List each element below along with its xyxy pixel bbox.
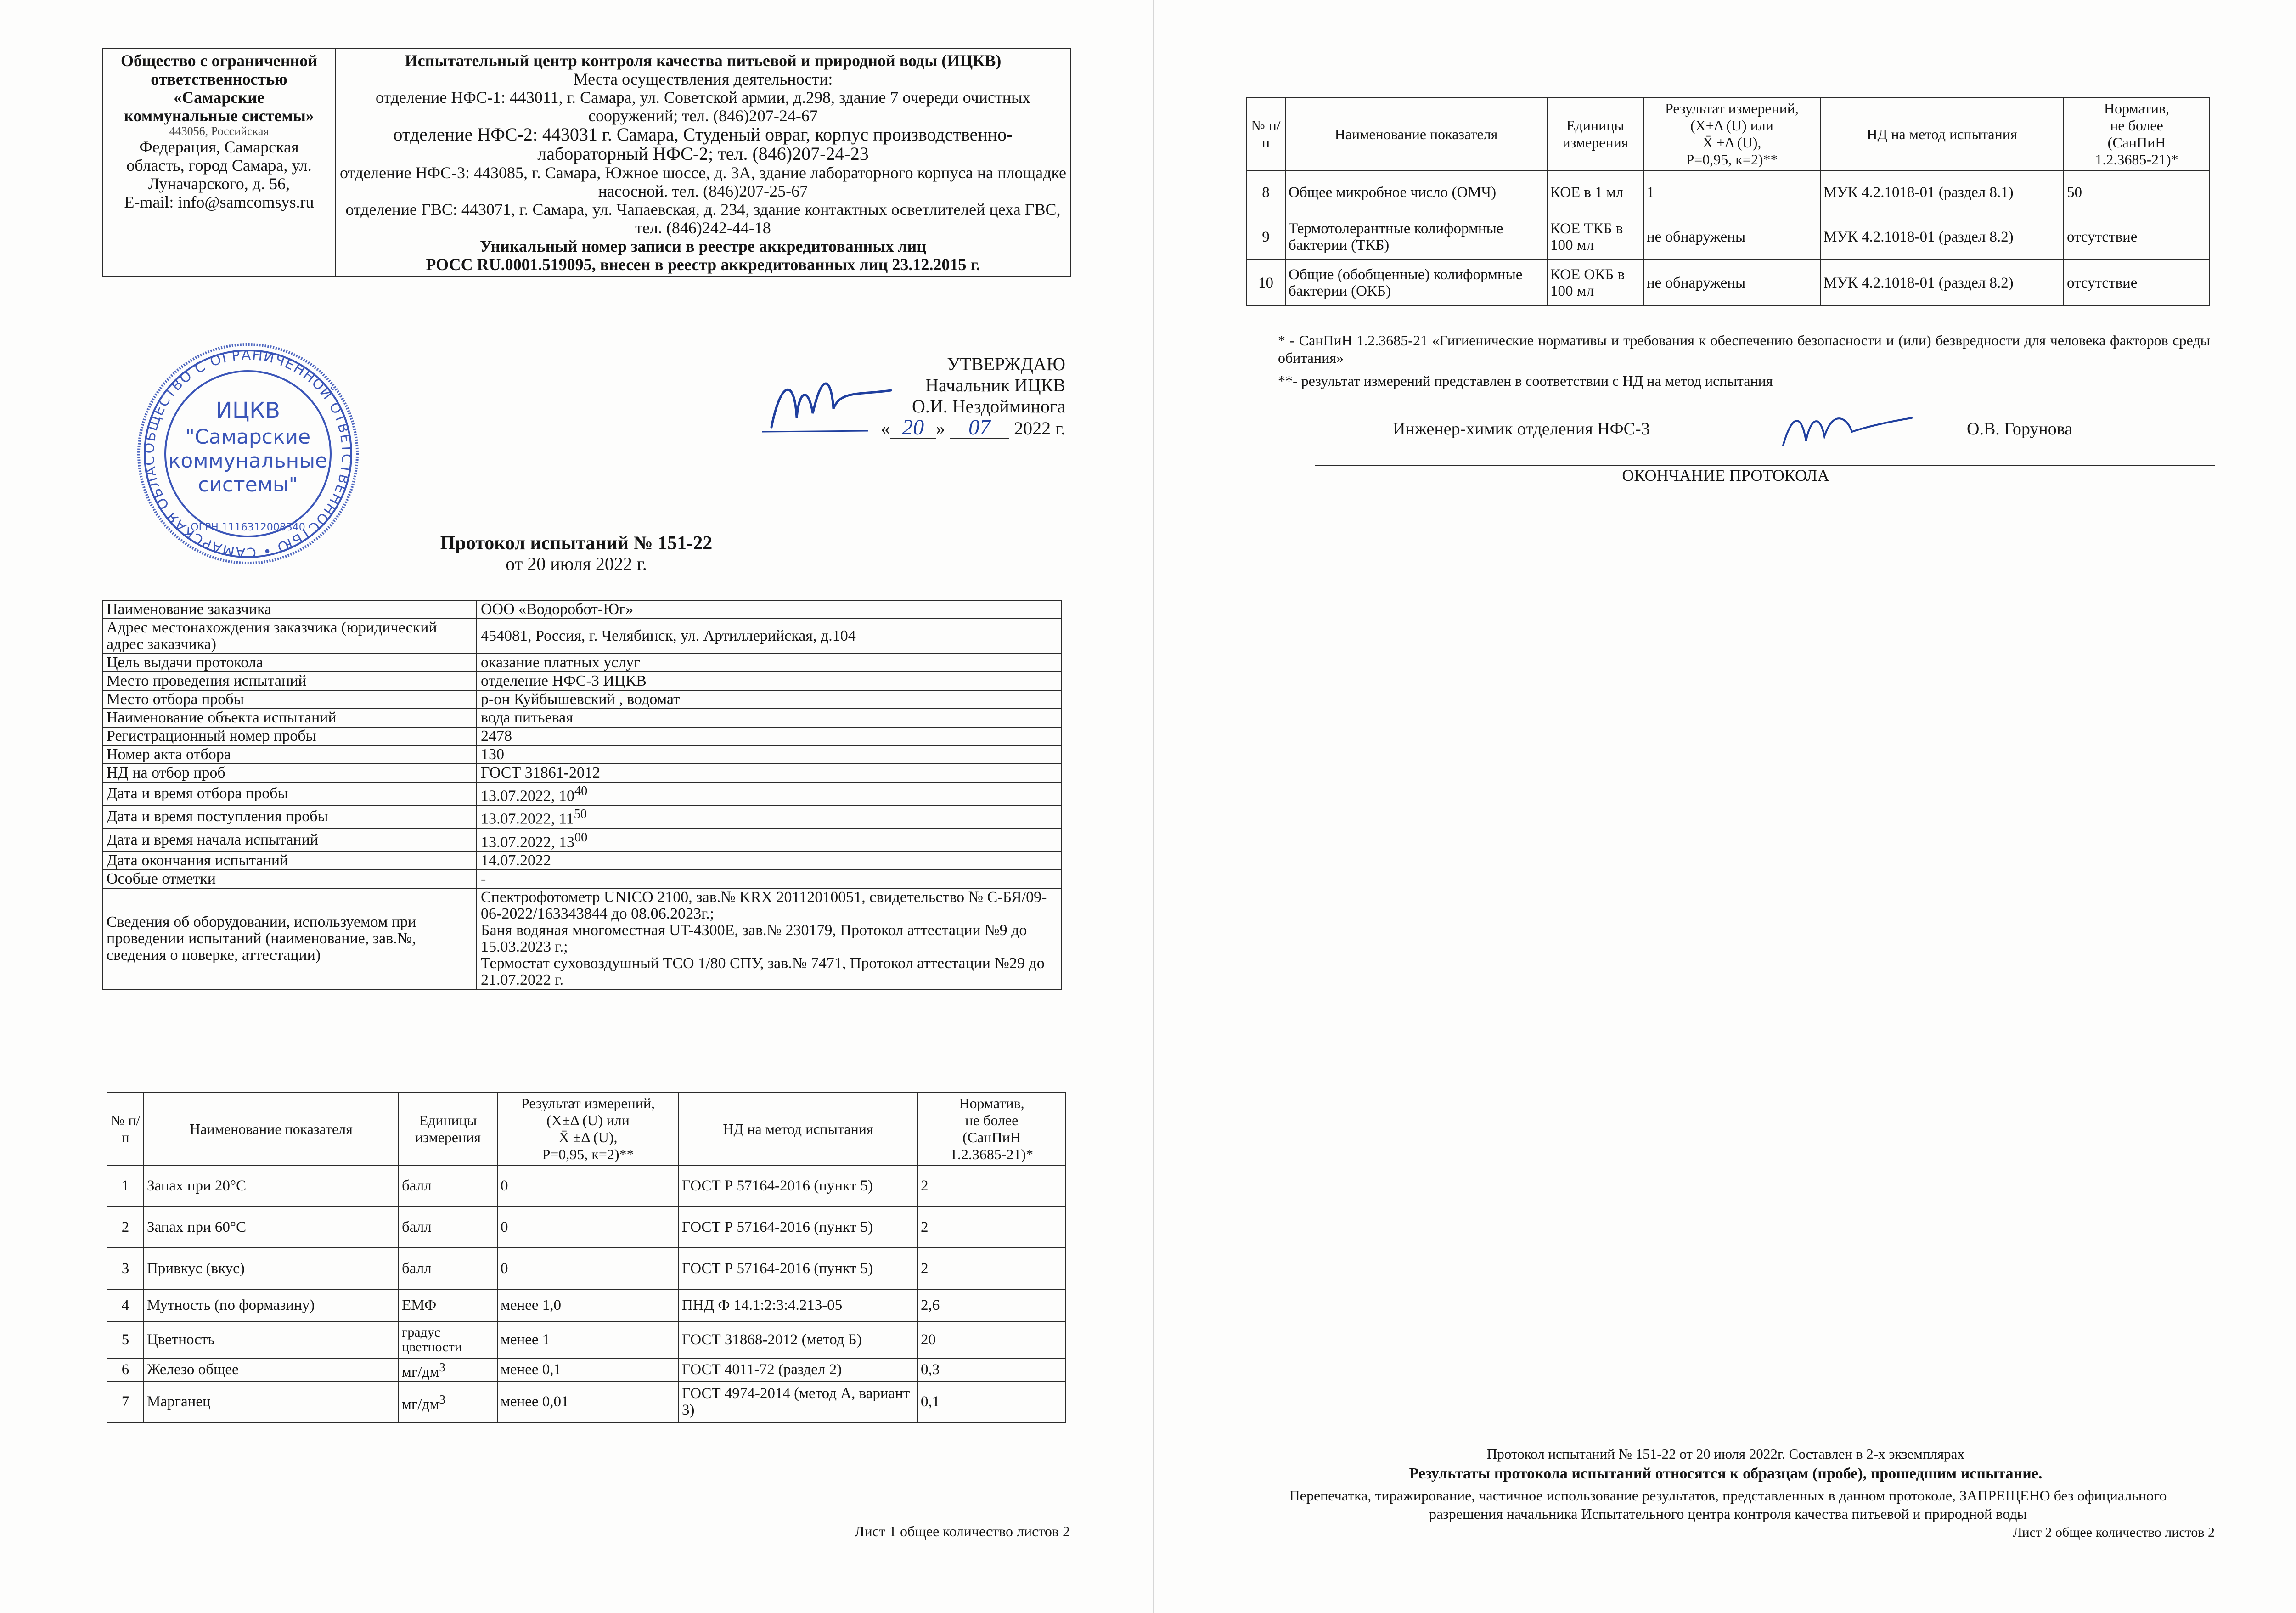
info-row (102, 654, 1061, 672)
director-signature (753, 363, 900, 446)
results-header-row (1246, 98, 2210, 170)
header-norm-line: не более (965, 1112, 1019, 1128)
row-result: менее 0,1 (497, 1358, 679, 1381)
results-row (107, 1381, 1066, 1422)
info-label: Цель выдачи протокола (102, 654, 477, 672)
org-line: Луначарского, д. 56, (148, 175, 290, 193)
row-num: 4 (107, 1289, 144, 1321)
results-row (1246, 170, 2210, 214)
row-name: Привкус (вкус) (144, 1248, 399, 1289)
row-name: Общие (обобщенные) колиформные бактерии (ОКБ) (1285, 260, 1547, 306)
info-value: р-он Куйбышевский , водомат (477, 690, 1061, 709)
row-num: 3 (107, 1248, 144, 1289)
info-row (102, 727, 1061, 745)
header-norm (2064, 98, 2210, 170)
row-result: менее 1,0 (497, 1289, 679, 1321)
info-label: Дата и время начала испытаний (102, 829, 477, 852)
info-row (102, 782, 1061, 805)
row-name: Запах при 60°С (144, 1207, 399, 1248)
row-norm: 20 (917, 1321, 1066, 1358)
header-method: НД на метод испытания (1820, 98, 2064, 170)
row-result: не обнаружены (1643, 214, 1820, 260)
header-result-line: (X±Δ (U) или (1690, 117, 1773, 134)
engineer-signature (1774, 404, 1921, 459)
row-method: ГОСТ 31868-2012 (метод Б) (679, 1321, 917, 1358)
row-units: балл (399, 1248, 497, 1289)
org-line: ответственностью (151, 70, 287, 88)
info-value: оказание платных услуг (477, 654, 1061, 672)
row-norm: 0,1 (917, 1381, 1066, 1422)
org-email: E-mail: info@samcomsys.ru (124, 193, 314, 211)
row-result: 0 (497, 1165, 679, 1207)
row-norm: 2,6 (917, 1289, 1066, 1321)
center-line: Места осуществления деятельности: (573, 70, 833, 88)
header-norm-line: Норматив, (2104, 100, 2170, 117)
accreditation-line: Уникальный номер записи в реестре аккредитованных лиц (479, 237, 927, 255)
info-row (102, 600, 1061, 619)
equipment-line: Термостат суховоздушный ТСО 1/80 СПУ, зав.№ 7471, Протокол аттестации №29 до 21.07.2022 г. (481, 954, 1045, 988)
row-method: МУК 4.2.1018-01 (раздел 8.1) (1820, 170, 2064, 214)
row-result: 0 (497, 1248, 679, 1289)
row-units: балл (399, 1207, 497, 1248)
info-value: вода питьевая (477, 709, 1061, 727)
footer-line-3: Перепечатка, тиражирование, частичное использование результатов, представленных в данном протоколе, ЗАПРЕЩЕНО без официального разрешения начальника Испытательного центра контроля качества питьевой и природной воды (1289, 1487, 2167, 1522)
info-value: 130 (477, 745, 1061, 764)
accreditation-line: РОСС RU.0001.519095, внесен в реестр аккредитованных лиц 23.12.2015 г. (426, 255, 980, 274)
protocol-title: Протокол испытаний № 151-22 (440, 533, 713, 554)
info-value-sup: 00 (574, 830, 588, 845)
info-row (102, 870, 1061, 888)
results-row (1246, 260, 2210, 306)
row-units-sup: 3 (439, 1392, 446, 1406)
header-result-line: X̄ ±Δ (U), (558, 1129, 618, 1145)
info-label: Наименование заказчика (102, 600, 477, 619)
header-result-line: Результат измерений, (1665, 100, 1799, 117)
header-norm-line: (СанПиН (2107, 134, 2166, 151)
info-value-sup: 40 (574, 784, 588, 798)
row-norm: 2 (917, 1207, 1066, 1248)
signer-name: О.В. Горунова (1967, 419, 2073, 439)
protocol-date: от 20 июля 2022 г. (506, 553, 647, 574)
row-norm: отсутствие (2064, 260, 2210, 306)
row-num: 5 (107, 1321, 144, 1358)
info-value: 14.07.2022 (477, 852, 1061, 870)
info-value-sup: 50 (574, 807, 587, 822)
info-value: 454081, Россия, г. Челябинск, ул. Артиллерийская, д.104 (477, 619, 1061, 654)
approval-day: 20 (890, 417, 936, 439)
info-label: Место проведения испытаний (102, 672, 477, 690)
row-norm: 0,3 (917, 1358, 1066, 1381)
row-result: не обнаружены (1643, 260, 1820, 306)
header-norm-line: не более (2110, 117, 2163, 134)
equipment-value (477, 888, 1061, 989)
info-value-text: 13.07.2022, 10 (481, 787, 574, 805)
header-result (1643, 98, 1820, 170)
row-name: Термотолерантные колиформные бактерии (ТКБ) (1285, 214, 1547, 260)
row-method: ГОСТ Р 57164-2016 (пункт 5) (679, 1165, 917, 1207)
row-result: 1 (1643, 170, 1820, 214)
org-line: Общество с ограниченной (120, 51, 317, 70)
org-line: область, город Самара, ул. (126, 156, 312, 175)
header-units: Единицы измерения (399, 1093, 497, 1165)
row-method: МУК 4.2.1018-01 (раздел 8.2) (1820, 214, 2064, 260)
row-num: 2 (107, 1207, 144, 1248)
header-norm-line: Норматив, (959, 1095, 1024, 1111)
header-result-line: P=0,95, к=2)** (1686, 151, 1778, 168)
info-row (102, 672, 1061, 690)
row-num: 10 (1246, 260, 1285, 306)
row-num: 7 (107, 1381, 144, 1422)
stamp-ogrn: ОГРН 1116312008340 (191, 522, 305, 533)
header-norm (917, 1093, 1066, 1165)
date-quote-close: » (936, 418, 945, 439)
approval-month: 07 (950, 417, 1009, 439)
info-value: ГОСТ 31861-2012 (477, 764, 1061, 782)
row-norm: отсутствие (2064, 214, 2210, 260)
org-line: коммунальные системы» (124, 107, 314, 125)
footnote-2: **- результат измерений представлен в соответствии с НД на метод испытания (1278, 372, 1773, 389)
results-table-page2 (1246, 97, 2210, 306)
header-units: Единицы измерения (1547, 98, 1643, 170)
info-row (102, 619, 1061, 654)
info-value (477, 829, 1061, 852)
row-norm: 2 (917, 1248, 1066, 1289)
footnote-1: * - СанПиН 1.2.3685-21 «Гигиенические нормативы и требования к обеспечению безопасности и (или) безвредности для человека факторов среды обитания» (1278, 332, 2210, 366)
center-line: отделение НФС-1: 443011, г. Самара, ул. Советской армии, д.298, здание 7 очереди очистных сооружений; тел. (846)207-24-67 (375, 88, 1031, 125)
row-method: ГОСТ 4974-2014 (метод А, вариант 3) (679, 1381, 917, 1422)
info-row (102, 764, 1061, 782)
row-units-text: мг/дм (402, 1396, 439, 1413)
equipment-label: Сведения об оборудовании, используемом при проведении испытаний (наименование, зав.№, сведения о поверке, аттестации) (102, 888, 477, 989)
header-norm-line: 1.2.3685-21)* (2095, 151, 2178, 168)
stamp-name (133, 425, 363, 497)
info-label: Дата окончания испытаний (102, 852, 477, 870)
info-label: Особые отметки (102, 870, 477, 888)
results-header-row (107, 1093, 1066, 1165)
info-value: - (477, 870, 1061, 888)
header-name: Наименование показателя (144, 1093, 399, 1165)
header-method: НД на метод испытания (679, 1093, 917, 1165)
info-row (102, 829, 1061, 852)
info-row (102, 745, 1061, 764)
approval-position: Начальник ИЦКВ (925, 375, 1065, 395)
row-name: Мутность (по формазину) (144, 1289, 399, 1321)
row-result: менее 1 (497, 1321, 679, 1358)
header-result-line: Результат измерений, (521, 1095, 655, 1111)
row-units (399, 1381, 497, 1422)
equipment-line: Баня водяная многоместная UT-4300E, зав.№ 230179, Протокол аттестации №9 до 15.03.2023 г.; (481, 921, 1027, 955)
row-units: балл (399, 1165, 497, 1207)
info-label: Место отбора пробы (102, 690, 477, 709)
center-line: отделение НФС-2: 443031 г. Самара, Студеный овраг, корпус производственно-лабораторный НФС-2; тел. (846)207-24-23 (393, 124, 1013, 164)
approval-title: УТВЕРЖДАЮ (947, 354, 1065, 374)
equipment-row (102, 888, 1061, 989)
row-num: 1 (107, 1165, 144, 1207)
end-of-protocol: ОКОНЧАНИЕ ПРОТОКОЛА (1622, 466, 1829, 485)
row-num: 6 (107, 1358, 144, 1381)
organization-cell (102, 48, 336, 277)
header-result (497, 1093, 679, 1165)
center-line: отделение НФС-3: 443085, г. Самара, Южное шоссе, д. 3А, здание лабораторного корпуса на площадке насосной. тел. (846)207-25-67 (340, 164, 1066, 200)
info-label: Регистрационный номер пробы (102, 727, 477, 745)
date-quote-open: « (881, 418, 890, 439)
row-method: ПНД Ф 14.1:2:3:4.213-05 (679, 1289, 917, 1321)
info-table (102, 600, 1062, 990)
info-value: отделение НФС-3 ИЦКВ (477, 672, 1061, 690)
results-table-page1 (107, 1092, 1066, 1423)
stamp-center-label: ИЦКВ (215, 398, 281, 423)
info-value-text: 13.07.2022, 13 (481, 833, 574, 851)
row-result: 0 (497, 1207, 679, 1248)
row-method: ГОСТ 4011-72 (раздел 2) (679, 1358, 917, 1381)
results-row (107, 1207, 1066, 1248)
org-line: 443056, Российская (169, 124, 269, 138)
row-units-sup: 3 (439, 1359, 446, 1374)
row-units: градус цветности (399, 1321, 497, 1358)
signer-position: Инженер-химик отделения НФС-3 (1393, 419, 1650, 439)
row-units: КОЕ ОКБ в 100 мл (1547, 260, 1643, 306)
equipment-line: Спектрофотометр UNICO 2100, зав.№ KRX 20112010051, свидетельство № С-БЯ/09-06-2022/163343844 до 08.06.2023г.; (481, 888, 1047, 922)
info-value: 2478 (477, 727, 1061, 745)
approval-name: О.И. Нездойминога (912, 396, 1065, 417)
info-label: Дата и время отбора пробы (102, 782, 477, 805)
header-result-line: (X±Δ (U) или (546, 1112, 630, 1128)
row-name: Цветность (144, 1321, 399, 1358)
stamp-name-line: системы" (198, 473, 298, 496)
org-line: Федерация, Самарская (139, 138, 299, 156)
row-result: менее 0,01 (497, 1381, 679, 1422)
row-units (399, 1358, 497, 1381)
stamp-name-line: коммунальные (168, 449, 328, 473)
info-value (477, 782, 1061, 805)
footer-line-1: Протокол испытаний № 151-22 от 20 июля 2022г. Составлен в 2-х экземплярах (1487, 1446, 1964, 1462)
info-label: Адрес местонахождения заказчика (юридический адрес заказчика) (102, 619, 477, 654)
header-norm-line: 1.2.3685-21)* (950, 1146, 1034, 1162)
row-units: ЕМФ (399, 1289, 497, 1321)
info-row (102, 690, 1061, 709)
results-row (107, 1248, 1066, 1289)
header-num: № п/п (1246, 98, 1285, 170)
info-row (102, 709, 1061, 727)
row-units-text: мг/дм (402, 1364, 439, 1381)
info-label: Номер акта отбора (102, 745, 477, 764)
footer-line-2: Результаты протокола испытаний относятся к образцам (пробе), прошедшим испытание. (1409, 1465, 2043, 1482)
results-row (107, 1321, 1066, 1358)
header-result-line: X̄ ±Δ (U), (1702, 134, 1761, 151)
info-label: Наименование объекта испытаний (102, 709, 477, 727)
header-num: № п/п (107, 1093, 144, 1165)
row-name: Железо общее (144, 1358, 399, 1381)
row-units: КОЕ ТКБ в 100 мл (1547, 214, 1643, 260)
page1-sheet-count: Лист 1 общее количество листов 2 (854, 1523, 1070, 1540)
row-num: 9 (1246, 214, 1285, 260)
info-value: ООО «Водоробот-Юг» (477, 600, 1061, 619)
stamp-name-line: "Самарские (185, 425, 311, 449)
row-name: Общее микробное число (ОМЧ) (1285, 170, 1547, 214)
page-2 (1153, 0, 2296, 1613)
page2-sheet-count: Лист 2 общее количество листов 2 (2013, 1525, 2215, 1540)
row-method: МУК 4.2.1018-01 (раздел 8.2) (1820, 260, 2064, 306)
row-method: ГОСТ Р 57164-2016 (пункт 5) (679, 1207, 917, 1248)
info-row (102, 852, 1061, 870)
info-row (102, 805, 1061, 828)
results-row (107, 1289, 1066, 1321)
row-num: 8 (1246, 170, 1285, 214)
header-name: Наименование показателя (1285, 98, 1547, 170)
row-norm: 50 (2064, 170, 2210, 214)
info-value (477, 805, 1061, 828)
row-units: КОЕ в 1 мл (1547, 170, 1643, 214)
header-result-line: P=0,95, к=2)** (542, 1146, 634, 1162)
info-label: Дата и время поступления пробы (102, 805, 477, 828)
info-label: НД на отбор проб (102, 764, 477, 782)
row-name: Запах при 20°С (144, 1165, 399, 1207)
header-norm-line: (СанПиН (962, 1129, 1021, 1145)
approval-year: 2022 г. (1014, 418, 1065, 439)
stamp-ring-text: ОБЩЕСТВО С ОГРАНИЧЕННОЙ ОТВЕТСТВЕННОСТЬЮ • САМАРСКАЯ ОБЛАС (141, 347, 355, 561)
header-table (102, 48, 1071, 277)
center-line: отделение ГВС: 443071, г. Самара, ул. Чапаевская, д. 234, здание контактных осветлителей цеха ГВС, тел. (846)242-44-18 (345, 200, 1061, 237)
row-name: Марганец (144, 1381, 399, 1422)
testing-center-cell (336, 48, 1070, 277)
info-value-text: 13.07.2022, 11 (481, 810, 574, 828)
center-title: Испытательный центр контроля качества питьевой и природной воды (ИЦКВ) (405, 51, 1002, 70)
row-norm: 2 (917, 1165, 1066, 1207)
org-line: «Самарские (174, 88, 264, 107)
results-row (107, 1165, 1066, 1207)
results-row (107, 1358, 1066, 1381)
row-method: ГОСТ Р 57164-2016 (пункт 5) (679, 1248, 917, 1289)
results-row (1246, 214, 2210, 260)
